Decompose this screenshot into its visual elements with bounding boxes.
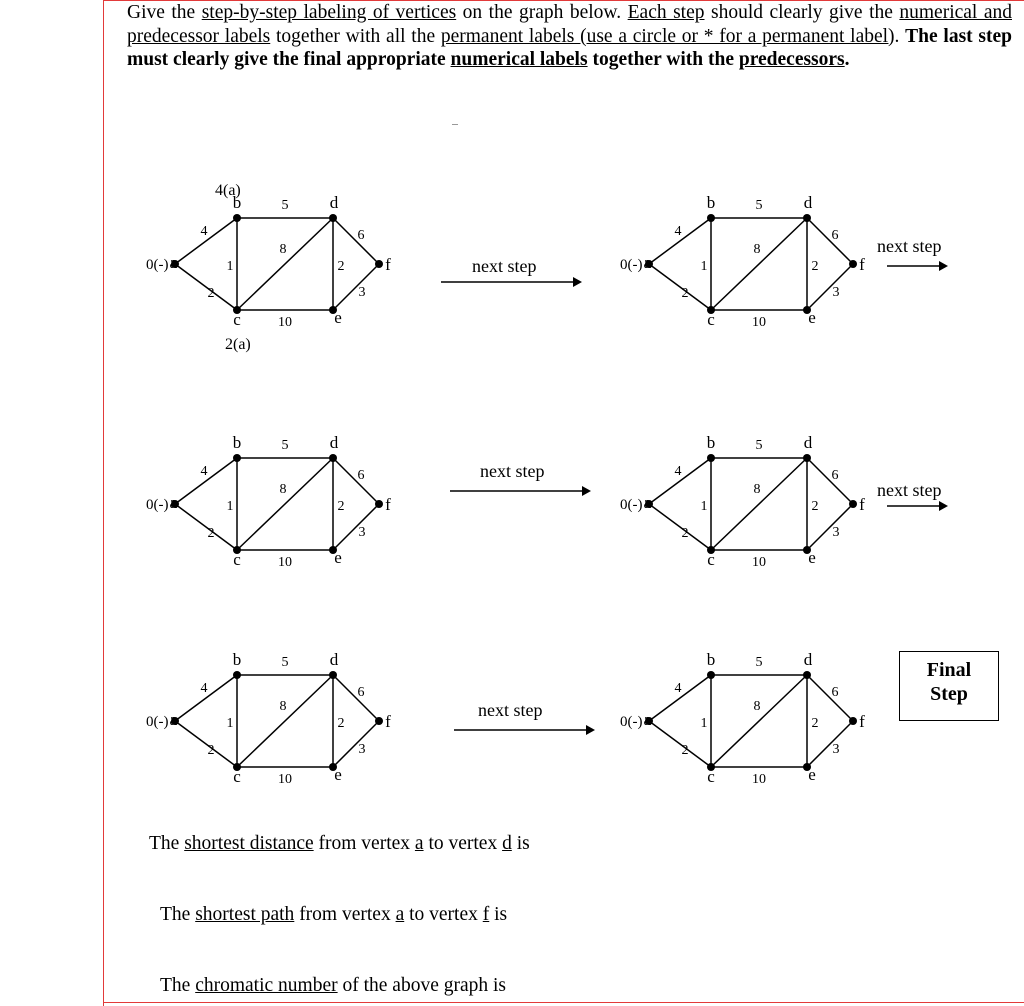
- q-underline: chromatic number: [195, 975, 338, 996]
- vertex-label-e: e: [334, 308, 342, 327]
- q-text: to vertex: [404, 904, 483, 925]
- weight-de: 2: [811, 716, 819, 731]
- weight-de: 2: [337, 499, 345, 514]
- weight-cd: 8: [753, 482, 761, 497]
- vertex-label-f: f: [385, 495, 391, 514]
- vertex-label-f: f: [859, 255, 865, 274]
- vertex-b: [233, 214, 241, 222]
- graph-diagram-4: [618, 420, 888, 600]
- weight-bd: 5: [281, 655, 289, 670]
- weight-ab: 4: [200, 464, 208, 479]
- vertex-f: [375, 717, 383, 725]
- instr-underline: Each step: [627, 2, 705, 23]
- vertex-label-f: f: [385, 712, 391, 731]
- instr-text: .: [894, 25, 906, 47]
- start-label: 0(-): [146, 497, 169, 513]
- start-label: 0(-): [146, 257, 169, 273]
- instr-bold-underline: predecessors: [738, 49, 845, 70]
- page-frame-left: [103, 0, 104, 1006]
- edge-df: [807, 218, 853, 264]
- vertex-b: [233, 671, 241, 679]
- q-text: to vertex: [423, 833, 503, 854]
- weight-de: 2: [337, 716, 345, 731]
- instr-underline: numerical and predecessor labels: [127, 2, 1012, 47]
- next-step-arrow: [441, 276, 583, 288]
- q-underline: shortest path: [195, 904, 295, 925]
- question-shortest-path: [160, 904, 507, 926]
- vertex-label-e: e: [808, 765, 816, 784]
- vertex-label-c: c: [233, 310, 241, 329]
- next-step-label: next step: [472, 256, 537, 276]
- start-label: 0(-): [620, 497, 643, 513]
- weight-ef: 3: [832, 742, 840, 757]
- vertex-label-b: b: [232, 650, 242, 669]
- edge-cd: [237, 218, 333, 310]
- vertex-label-b: b: [232, 433, 242, 452]
- q-text: is: [489, 904, 508, 925]
- final-box-line1: Final: [926, 659, 972, 681]
- graph-diagram-6: [618, 637, 888, 817]
- vertex-label-d: d: [803, 193, 813, 212]
- vertex-d: [803, 214, 811, 222]
- vertex-label-c: c: [233, 767, 241, 786]
- question-chromatic-number: [160, 975, 506, 997]
- edge-cd: [711, 218, 807, 310]
- graph-diagram-5: [144, 637, 414, 817]
- vertex-label-d: d: [803, 650, 813, 669]
- weight-ac: 2: [207, 286, 215, 301]
- weight-cd: 8: [279, 242, 287, 257]
- vertex-b: [233, 454, 241, 462]
- weight-ce: 10: [278, 772, 292, 787]
- weight-ce: 10: [278, 555, 292, 570]
- weight-bc: 1: [700, 259, 708, 274]
- graph-diagram-3: [144, 420, 414, 600]
- weight-de: 2: [811, 259, 819, 274]
- q-text: from vertex: [313, 833, 415, 854]
- vertex-label-d: d: [803, 433, 813, 452]
- edge-df: [333, 458, 379, 504]
- q-underline: shortest distance: [184, 833, 314, 854]
- vertex-label-e: e: [334, 548, 342, 567]
- weight-ef: 3: [832, 285, 840, 300]
- instr-underline: permanent labels (use a circle or * for a permanent label): [440, 25, 895, 47]
- vertex-b: [707, 214, 715, 222]
- vertex-label-d: d: [329, 193, 339, 212]
- weight-ef: 3: [358, 525, 366, 540]
- vertex-label-f: f: [859, 712, 865, 731]
- weight-ab: 4: [674, 464, 682, 479]
- weight-de: 2: [337, 259, 345, 274]
- q-underline: d: [502, 833, 512, 854]
- weight-cd: 8: [279, 699, 287, 714]
- q-underline: a: [395, 904, 405, 925]
- next-step-arrow: [450, 485, 592, 497]
- next-step-label: next step: [480, 461, 545, 481]
- instr-underline: step-by-step labeling of vertices: [201, 2, 457, 23]
- weight-ef: 3: [358, 742, 366, 757]
- weight-ac: 2: [207, 743, 215, 758]
- vertex-label-b: b: [232, 193, 242, 212]
- weight-ac: 2: [207, 526, 215, 541]
- graph-diagram-2: [618, 180, 888, 360]
- start-label: 0(-): [146, 714, 169, 730]
- next-step-label: next step: [877, 480, 942, 500]
- weight-ef: 3: [832, 525, 840, 540]
- weight-ce: 10: [752, 555, 766, 570]
- vertex-b: [707, 671, 715, 679]
- edge-cd: [237, 458, 333, 550]
- weight-bc: 1: [226, 499, 234, 514]
- edge-df: [333, 675, 379, 721]
- vertex-label-e: e: [334, 765, 342, 784]
- vertex-label-a: a: [169, 710, 177, 729]
- vertex-d: [803, 454, 811, 462]
- instr-text: should clearly give the: [704, 2, 900, 23]
- q-text: of the above graph is: [337, 975, 507, 996]
- step1-label-b: 4(a): [215, 182, 241, 199]
- edge-cd: [711, 458, 807, 550]
- weight-cd: 8: [279, 482, 287, 497]
- vertex-label-f: f: [859, 495, 865, 514]
- weight-ab: 4: [674, 681, 682, 696]
- edge-cd: [237, 675, 333, 767]
- weight-bd: 5: [281, 438, 289, 453]
- q-underline: a: [414, 833, 424, 854]
- weight-de: 2: [811, 499, 819, 514]
- instr-bold-underline: numerical labels: [450, 49, 588, 70]
- next-step-arrow: [887, 260, 949, 272]
- vertex-f: [375, 260, 383, 268]
- vertex-label-a: a: [643, 710, 651, 729]
- weight-df: 6: [357, 468, 365, 483]
- instr-bold: together with the: [587, 49, 739, 70]
- vertex-f: [849, 717, 857, 725]
- weight-ab: 4: [200, 681, 208, 696]
- instr-text: on the graph below.: [456, 2, 628, 23]
- stray-mark: [452, 124, 458, 125]
- start-label: 0(-): [620, 714, 643, 730]
- vertex-label-c: c: [707, 310, 715, 329]
- weight-ce: 10: [752, 772, 766, 787]
- vertex-label-c: c: [233, 550, 241, 569]
- instr-text: together with all the: [270, 25, 441, 47]
- vertex-f: [849, 500, 857, 508]
- next-step-arrow: [454, 724, 596, 736]
- vertex-label-e: e: [808, 548, 816, 567]
- final-box-line2: Step: [930, 683, 968, 705]
- vertex-label-a: a: [169, 493, 177, 512]
- weight-bc: 1: [226, 716, 234, 731]
- vertex-f: [375, 500, 383, 508]
- next-step-label: next step: [877, 236, 942, 256]
- vertex-label-d: d: [329, 433, 339, 452]
- weight-bc: 1: [226, 259, 234, 274]
- weight-bd: 5: [755, 438, 763, 453]
- weight-df: 6: [831, 468, 839, 483]
- vertex-d: [329, 454, 337, 462]
- vertex-label-b: b: [706, 433, 716, 452]
- weight-ab: 4: [200, 224, 208, 239]
- instr-bold: .: [844, 49, 850, 70]
- q-text: The: [149, 833, 185, 854]
- vertex-label-d: d: [329, 650, 339, 669]
- vertex-label-b: b: [706, 193, 716, 212]
- next-step-label: next step: [478, 700, 543, 720]
- instr-text: Give the: [127, 2, 202, 23]
- q-text: The: [160, 904, 196, 925]
- vertex-label-e: e: [808, 308, 816, 327]
- vertex-label-f: f: [385, 255, 391, 274]
- instructions-paragraph: [127, 1, 1012, 72]
- weight-cd: 8: [753, 699, 761, 714]
- weight-bd: 5: [281, 198, 289, 213]
- final-step-box: [899, 651, 999, 721]
- weight-cd: 8: [753, 242, 761, 257]
- next-step-arrow: [887, 500, 949, 512]
- weight-bc: 1: [700, 716, 708, 731]
- page-frame-bottom: [103, 1002, 1024, 1003]
- step1-label-c: 2(a): [225, 336, 251, 353]
- start-label: 0(-): [620, 257, 643, 273]
- q-underline: f: [482, 904, 490, 925]
- q-text: is: [511, 833, 530, 854]
- vertex-d: [329, 214, 337, 222]
- weight-df: 6: [357, 228, 365, 243]
- weight-ac: 2: [681, 526, 689, 541]
- vertex-b: [707, 454, 715, 462]
- vertex-f: [849, 260, 857, 268]
- vertex-label-b: b: [706, 650, 716, 669]
- weight-bd: 5: [755, 655, 763, 670]
- question-shortest-distance: [149, 833, 530, 855]
- vertex-label-a: a: [643, 253, 651, 272]
- weight-ac: 2: [681, 743, 689, 758]
- q-text: The: [160, 975, 196, 996]
- edge-cd: [711, 675, 807, 767]
- vertex-label-c: c: [707, 550, 715, 569]
- weight-bc: 1: [700, 499, 708, 514]
- edge-df: [807, 675, 853, 721]
- instr-bold: The last step must clearly give the final appropriate: [127, 25, 1012, 70]
- weight-df: 6: [831, 685, 839, 700]
- weight-df: 6: [357, 685, 365, 700]
- weight-ce: 10: [752, 315, 766, 330]
- graph-diagram-1: [144, 180, 414, 360]
- vertex-label-c: c: [707, 767, 715, 786]
- weight-ce: 10: [278, 315, 292, 330]
- vertex-d: [803, 671, 811, 679]
- weight-ef: 3: [358, 285, 366, 300]
- vertex-label-a: a: [643, 493, 651, 512]
- vertex-d: [329, 671, 337, 679]
- weight-ab: 4: [674, 224, 682, 239]
- weight-bd: 5: [755, 198, 763, 213]
- edge-df: [333, 218, 379, 264]
- q-text: from vertex: [294, 904, 396, 925]
- weight-df: 6: [831, 228, 839, 243]
- weight-ac: 2: [681, 286, 689, 301]
- vertex-label-a: a: [169, 253, 177, 272]
- edge-df: [807, 458, 853, 504]
